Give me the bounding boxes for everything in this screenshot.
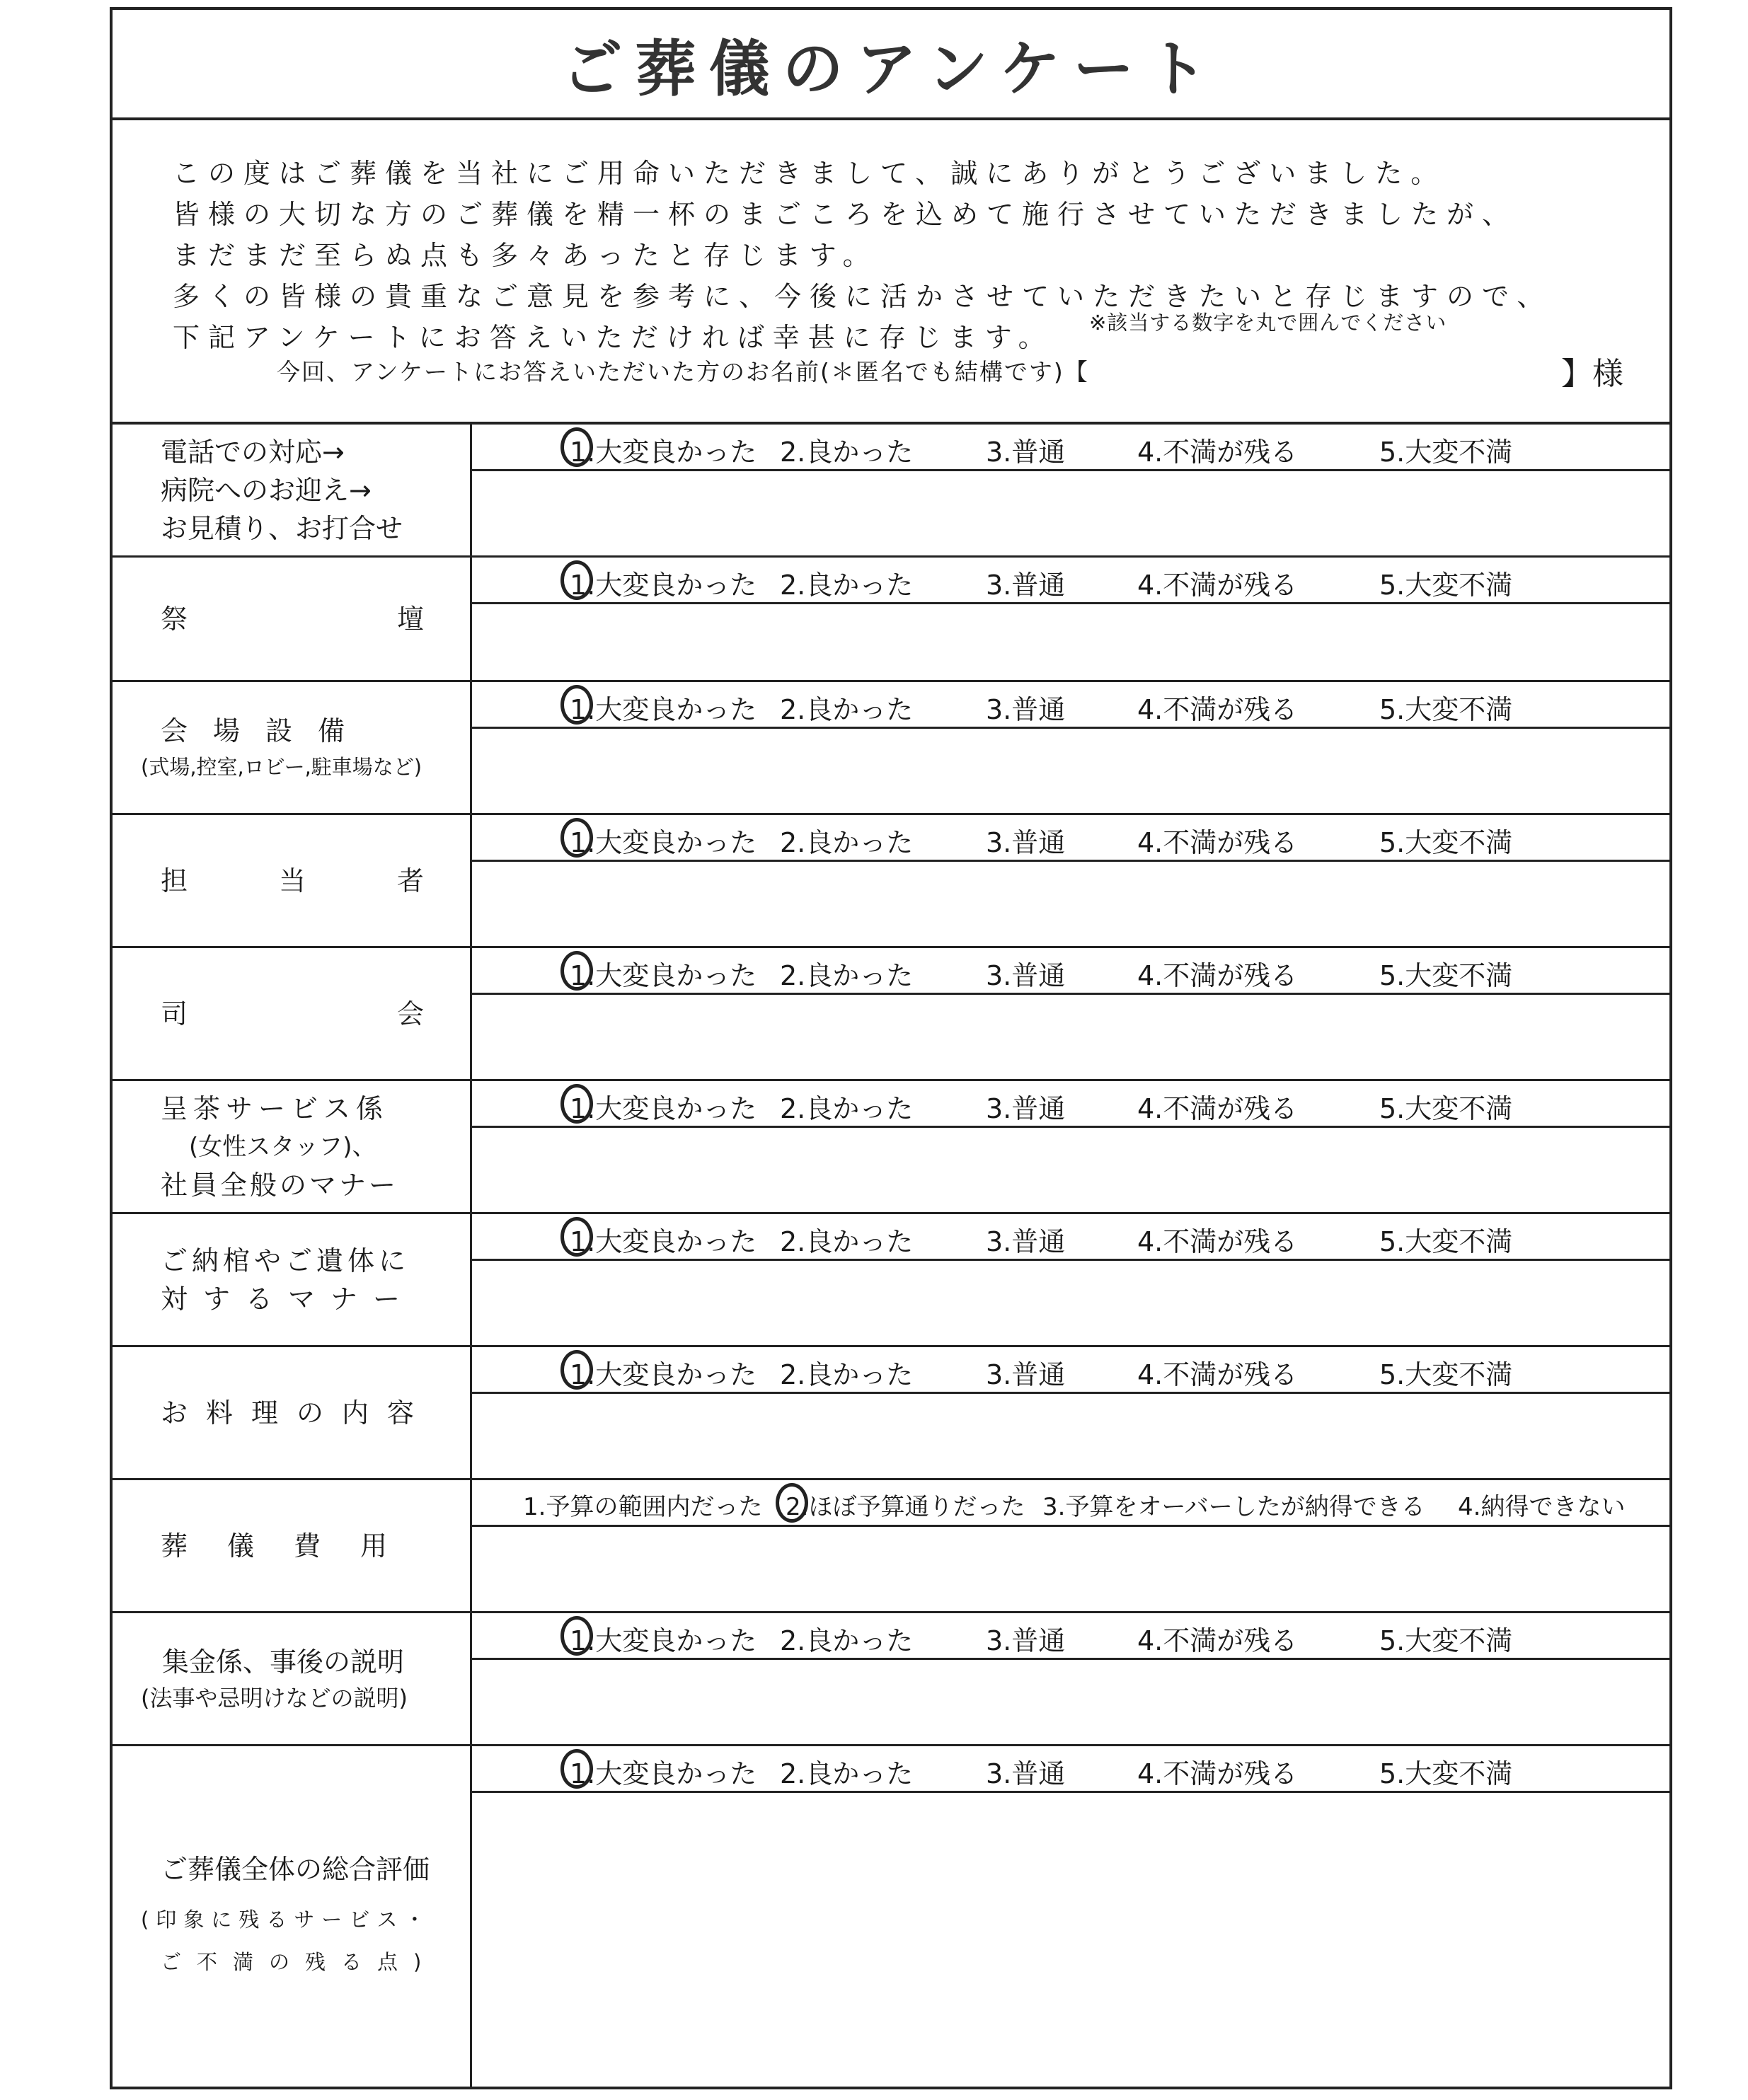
question-row-tea-service xyxy=(113,1081,1669,1214)
option-1[interactable]: 1.大変良かった xyxy=(570,570,757,601)
option-3[interactable]: 3.普通 xyxy=(986,570,1066,601)
intro-line: 多くの皆様の貴重なご意見を参考に、今後に活かさせていただきたいと存じますので、 xyxy=(173,281,1553,312)
option-2[interactable]: 2.良かった xyxy=(780,827,914,858)
option-4[interactable]: 4.不満が残る xyxy=(1137,570,1298,601)
option-3[interactable]: 3.普通 xyxy=(986,437,1066,468)
question-label: 呈茶サービス係 (女性スタッフ)、 社員全般のマナー xyxy=(113,1081,472,1212)
option-5[interactable]: 5.大変不満 xyxy=(1379,437,1513,468)
option-2[interactable]: 2.良かった xyxy=(780,960,914,991)
rating-options xyxy=(472,948,1669,995)
option-1[interactable]: 1.大変良かった xyxy=(570,1758,757,1789)
question-row-overall xyxy=(113,1746,1669,2087)
option-2[interactable]: 2.良かった xyxy=(780,437,914,468)
option-4[interactable]: 4.不満が残る xyxy=(1137,1758,1298,1789)
option-3[interactable]: 3.普通 xyxy=(986,1093,1066,1124)
question-label: お料理の内容 xyxy=(113,1347,472,1478)
option-5[interactable]: 5.大変不満 xyxy=(1379,694,1513,725)
option-5[interactable]: 5.大変不満 xyxy=(1379,1093,1513,1124)
name-field[interactable] xyxy=(277,354,1643,392)
option-4[interactable]: 4.不満が残る xyxy=(1137,1359,1298,1390)
question-label: ご納棺やご遺体に 対するマナー xyxy=(113,1214,472,1345)
option-1[interactable]: 1.大変良かった xyxy=(570,960,757,991)
cost-option-4[interactable]: 4.納得できない xyxy=(1458,1493,1626,1521)
option-5[interactable]: 5.大変不満 xyxy=(1379,1359,1513,1390)
option-1[interactable]: 1.大変良かった xyxy=(570,1226,757,1257)
question-label: 担 当 者 xyxy=(113,815,472,946)
option-1[interactable]: 1.大変良かった xyxy=(570,1625,757,1656)
comment-area[interactable] xyxy=(472,471,1669,555)
question-row-phone xyxy=(113,425,1669,558)
option-5[interactable]: 5.大変不満 xyxy=(1379,1758,1513,1789)
question-label: 祭 壇 xyxy=(113,558,472,680)
comment-area[interactable] xyxy=(472,1527,1669,1611)
cost-option-3[interactable]: 3.予算をオーバーしたが納得できる xyxy=(1042,1493,1425,1521)
option-3[interactable]: 3.普通 xyxy=(986,827,1066,858)
option-4[interactable]: 4.不満が残る xyxy=(1137,694,1298,725)
option-4[interactable]: 4.不満が残る xyxy=(1137,960,1298,991)
option-5[interactable]: 5.大変不満 xyxy=(1379,827,1513,858)
rating-options xyxy=(472,425,1669,471)
question-label: 会場設備 (式場,控室,ロビー,駐車場など) xyxy=(113,682,472,813)
comment-area[interactable] xyxy=(472,1660,1669,1744)
option-4[interactable]: 4.不満が残る xyxy=(1137,1093,1298,1124)
option-2[interactable]: 2.良かった xyxy=(780,1758,914,1789)
option-2[interactable]: 2.良かった xyxy=(780,570,914,601)
option-4[interactable]: 4.不満が残る xyxy=(1137,437,1298,468)
intro-line: まだまだ至らぬ点も多々あったと存じます。 xyxy=(173,240,878,271)
rating-options xyxy=(472,815,1669,862)
survey-sheet xyxy=(110,7,1672,2089)
option-4[interactable]: 4.不満が残る xyxy=(1137,1226,1298,1257)
question-row-encoffining xyxy=(113,1214,1669,1347)
question-label: 司 会 xyxy=(113,948,472,1079)
option-1[interactable]: 1.大変良かった xyxy=(570,1093,757,1124)
option-2[interactable]: 2.良かった xyxy=(780,1226,914,1257)
option-5[interactable]: 5.大変不満 xyxy=(1379,960,1513,991)
question-label: ご葬儀全体の総合評価 (印象に残るサービス・ ご不満の残る点) xyxy=(113,1746,472,2087)
comment-area[interactable] xyxy=(472,1394,1669,1478)
option-3[interactable]: 3.普通 xyxy=(986,1359,1066,1390)
option-1[interactable]: 1.大変良かった xyxy=(570,437,757,468)
option-3[interactable]: 3.普通 xyxy=(986,1226,1066,1257)
intro-line: 皆様の大切な方のご葬儀を精一杯のまごころを込めて施行させていただきましたが、 xyxy=(173,199,1518,230)
rating-options xyxy=(472,558,1669,604)
intro-section xyxy=(113,120,1669,425)
option-3[interactable]: 3.普通 xyxy=(986,1625,1066,1656)
question-row-staff xyxy=(113,815,1669,948)
question-row-altar xyxy=(113,558,1669,682)
question-label: 集金係、事後の説明 (法事や忌明けなどの説明) xyxy=(113,1613,472,1744)
comment-area[interactable] xyxy=(472,1793,1669,2087)
comment-area[interactable] xyxy=(472,729,1669,813)
question-row-billing xyxy=(113,1613,1669,1746)
option-4[interactable]: 4.不満が残る xyxy=(1137,1625,1298,1656)
comment-area[interactable] xyxy=(472,862,1669,946)
rating-options xyxy=(472,1081,1669,1128)
name-field-label: 今回、アンケートにお答えいただいた方のお名前(＊匿名でも結構です)【 xyxy=(277,358,1089,386)
option-3[interactable]: 3.普通 xyxy=(986,694,1066,725)
comment-area[interactable] xyxy=(472,1261,1669,1345)
option-1[interactable]: 1.大変良かった xyxy=(570,1359,757,1390)
question-row-food xyxy=(113,1347,1669,1480)
option-5[interactable]: 5.大変不満 xyxy=(1379,1226,1513,1257)
question-row-cost xyxy=(113,1480,1669,1613)
option-3[interactable]: 3.普通 xyxy=(986,960,1066,991)
option-1[interactable]: 1.大変良かった xyxy=(570,694,757,725)
rating-options xyxy=(472,682,1669,729)
name-field-suffix: 】様 xyxy=(1561,356,1623,392)
comment-area[interactable] xyxy=(472,995,1669,1079)
cost-options xyxy=(472,1480,1669,1527)
intro-line: 下記アンケートにお答えいただければ幸甚に存じます。 xyxy=(173,322,1054,353)
comment-area[interactable] xyxy=(472,604,1669,680)
option-4[interactable]: 4.不満が残る xyxy=(1137,827,1298,858)
cost-option-2[interactable]: 2.ほぼ予算通りだった xyxy=(786,1493,1025,1521)
option-3[interactable]: 3.普通 xyxy=(986,1758,1066,1789)
rating-options xyxy=(472,1347,1669,1394)
option-2[interactable]: 2.良かった xyxy=(780,694,914,725)
cost-option-1[interactable]: 1.予算の範囲内だった xyxy=(523,1493,763,1521)
instruction-note: ※該当する数字を丸で囲んでください xyxy=(1089,311,1447,335)
option-5[interactable]: 5.大変不満 xyxy=(1379,570,1513,601)
option-2[interactable]: 2.良かった xyxy=(780,1093,914,1124)
option-2[interactable]: 2.良かった xyxy=(780,1625,914,1656)
rating-options xyxy=(472,1613,1669,1660)
question-row-venue xyxy=(113,682,1669,815)
question-label: 葬儀費用 xyxy=(113,1480,472,1611)
page-title: ご葬儀のアンケート xyxy=(561,34,1221,105)
question-label: 電話での対応→ 病院へのお迎え→ お見積り、お打合せ xyxy=(113,425,472,555)
option-1[interactable]: 1.大変良かった xyxy=(570,827,757,858)
option-5[interactable]: 5.大変不満 xyxy=(1379,1625,1513,1656)
title-box xyxy=(113,10,1669,120)
rating-options xyxy=(472,1214,1669,1261)
option-2[interactable]: 2.良かった xyxy=(780,1359,914,1390)
comment-area[interactable] xyxy=(472,1128,1669,1212)
rating-options xyxy=(472,1746,1669,1793)
question-row-mc xyxy=(113,948,1669,1081)
intro-line: この度はご葬儀を当社にご用命いただきまして、誠にありがとうございました。 xyxy=(173,158,1447,189)
